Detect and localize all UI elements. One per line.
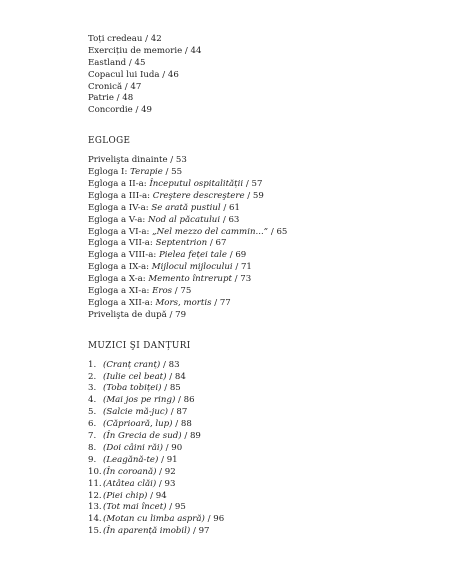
entry-page: / 89 — [181, 431, 201, 442]
list-item — [88, 372, 428, 384]
entry-page: / 67 — [207, 238, 227, 249]
entry-title: Memento întrerupt — [148, 274, 232, 285]
entry-page: / 71 — [232, 262, 252, 273]
list-item — [88, 360, 428, 372]
entry-number: 7. — [88, 431, 97, 442]
entry-title: (Atâtea clăi) — [103, 478, 157, 489]
intro-list — [88, 34, 428, 117]
list-item — [88, 514, 428, 526]
entry-title: Terapie — [130, 167, 163, 178]
entry-title: (Piei chip) — [103, 490, 148, 501]
entry-title: (Salcie mă-juc) — [103, 407, 169, 418]
entry-page: / 61 — [220, 202, 240, 213]
entry-page: / 57 — [243, 179, 263, 190]
entry-page: / 97 — [190, 526, 210, 537]
list-item — [88, 250, 428, 262]
list-item — [88, 191, 428, 203]
entry-title: Creştere descreştere — [152, 190, 245, 201]
list-item — [88, 227, 428, 239]
entry-page: / 88 — [172, 419, 192, 430]
entry-title: (În coroană) — [103, 466, 157, 477]
list-item — [88, 479, 428, 491]
list-item — [88, 179, 428, 191]
entry-page: / 65 — [268, 226, 288, 237]
entry-page: / 92 — [156, 466, 176, 477]
entry-prefix: Egloga a XI-a: — [88, 286, 153, 297]
entry-prefix: Egloga a V-a: — [88, 214, 148, 225]
entry-number: 12. — [88, 490, 102, 501]
entry-title: (Tot mai încet) — [103, 502, 167, 513]
list-item — [88, 286, 428, 298]
entry-page: / 87 — [168, 407, 188, 418]
entry-title: (Iulie cel beat) — [103, 371, 167, 382]
egloge-list — [88, 155, 428, 321]
list-item — [88, 455, 428, 467]
entry-page: / 86 — [175, 395, 195, 406]
entry-prefix: Egloga a VI-a: — [88, 226, 153, 237]
entry-page: / 83 — [160, 359, 180, 370]
list-item — [88, 215, 428, 227]
entry-title: (În aparență imobil) — [103, 526, 191, 537]
entry-page: / 73 — [231, 274, 252, 285]
entry-number: 9. — [88, 454, 97, 465]
list-item — [88, 167, 428, 179]
entry-number: 14. — [88, 514, 102, 525]
entry-page: / 96 — [204, 514, 225, 525]
entry-title: Mors, mortis — [155, 297, 212, 308]
entry-prefix: Egloga a VII-a: — [88, 238, 156, 249]
entry-number: 10. — [88, 466, 102, 477]
entry-prefix: Egloga a XII-a: — [88, 297, 156, 308]
entry-title: Mijlocul mijlocului — [151, 262, 233, 273]
entry-number: 4. — [88, 395, 97, 406]
entry-title: (Cranț cranț) — [103, 359, 161, 370]
entry-title: Începutul ospitalității — [149, 179, 244, 190]
list-item — [88, 298, 428, 310]
entry-title: (În Grecia de sud) — [103, 431, 182, 442]
entry-title: Eros — [152, 286, 173, 297]
list-item: Concordie / 49 — [88, 105, 153, 116]
entry-page: / 69 — [226, 250, 247, 261]
entry-number: 5. — [88, 407, 97, 418]
entry-prefix: Egloga a X-a: — [88, 274, 149, 285]
entry-title: Pielea feței tale — [158, 250, 227, 261]
entry-title: (Leagănă-te) — [103, 454, 159, 465]
entry-text: Privelişta dinainte / 53 — [88, 155, 187, 166]
entry-prefix: Egloga I: — [88, 167, 131, 178]
entry-page: / 55 — [162, 167, 183, 178]
list-item: Exercițiu de memorie / 44 — [88, 45, 202, 56]
entry-prefix: Egloga a II-a: — [88, 179, 150, 190]
entry-prefix: Egloga a IX-a: — [88, 262, 152, 273]
list-item — [88, 310, 428, 322]
muzici-list — [88, 360, 428, 538]
list-item — [88, 443, 428, 455]
table-of-contents-page — [88, 34, 428, 538]
entry-page: / 85 — [161, 383, 181, 394]
entry-title: (Toba tobiței) — [103, 383, 162, 394]
entry-page: / 91 — [158, 454, 178, 465]
entry-number: 15. — [88, 526, 102, 537]
list-item — [88, 502, 428, 514]
entry-title: (Doi câini răi) — [103, 442, 163, 453]
list-item — [88, 491, 428, 503]
section-heading-muzici: MUZICI ŞI DANȚURI — [88, 340, 191, 351]
list-item — [88, 526, 428, 538]
entry-page: / 84 — [166, 371, 186, 382]
list-item — [88, 395, 428, 407]
entry-prefix: Egloga a VIII-a: — [88, 250, 159, 261]
entry-number: 6. — [88, 419, 97, 430]
list-item: Eastland / 45 — [88, 57, 146, 68]
entry-title: Septentrion — [155, 238, 208, 249]
list-item: Toți credeau / 42 — [88, 34, 162, 44]
entry-title: Se arată pustiul — [151, 202, 221, 213]
list-item — [88, 419, 428, 431]
entry-page: / 90 — [162, 442, 183, 453]
entry-number: 1. — [88, 359, 97, 370]
entry-number: 11. — [88, 478, 102, 489]
entry-number: 8. — [88, 442, 97, 453]
entry-number: 13. — [88, 502, 102, 513]
list-item — [88, 383, 428, 395]
entry-title: „Nel mezzo del cammin...” — [152, 226, 269, 237]
list-item — [88, 431, 428, 443]
section-heading-egloge: EGLOGE — [88, 136, 131, 147]
list-item — [88, 262, 428, 274]
list-item — [88, 203, 428, 215]
entry-prefix: Egloga a IV-a: — [88, 202, 152, 213]
entry-page: / 75 — [172, 286, 192, 297]
entry-page: / 59 — [244, 190, 264, 201]
entry-page: / 94 — [147, 490, 167, 501]
entry-page: / 63 — [220, 214, 240, 225]
list-item — [88, 467, 428, 479]
list-item: Patrie / 48 — [88, 93, 134, 104]
entry-number: 3. — [88, 383, 97, 394]
entry-prefix: Egloga a III-a: — [88, 190, 153, 201]
entry-title: (Mai jos pe ring) — [103, 395, 176, 406]
entry-title: Nod al păcatului — [147, 214, 221, 225]
list-item — [88, 238, 428, 250]
list-item — [88, 155, 428, 167]
entry-page: / 93 — [156, 478, 176, 489]
list-item — [88, 274, 428, 286]
entry-page: / 95 — [166, 502, 186, 513]
entry-title: (Motan cu limba aspră) — [103, 514, 205, 525]
list-item: Copacul lui Iuda / 46 — [88, 69, 179, 80]
list-item: Cronică / 47 — [88, 81, 142, 92]
list-item — [88, 407, 428, 419]
entry-text: Privelişta de după / 79 — [88, 309, 187, 320]
entry-page: / 77 — [211, 297, 231, 308]
entry-title: (Căprioară, lup) — [103, 419, 173, 430]
entry-number: 2. — [88, 371, 97, 382]
